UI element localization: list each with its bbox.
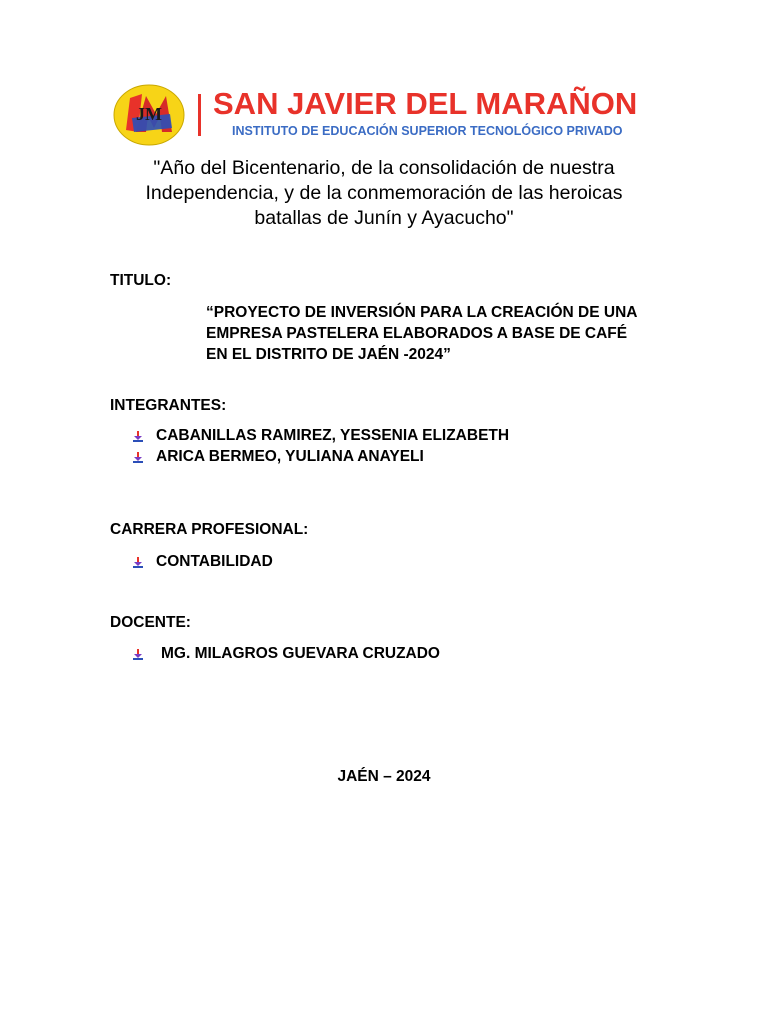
arrow-bullet-icon: [132, 556, 144, 568]
year-motto: "Año del Bicentenario, de la consolidación de nuestra Independencia, y de la conmemoración de las heroicas batallas de Junín y Ayacucho": [145, 157, 623, 229]
member-name: CABANILLAS RAMIREZ, YESSENIA ELIZABETH: [156, 427, 510, 444]
institution-subtitle: INSTITUTO DE EDUCACIÓN SUPERIOR TECNOLÓGICO PRIVADO: [232, 124, 623, 138]
integrantes-label: INTEGRANTES:: [110, 397, 227, 414]
institution-logo: [112, 84, 186, 146]
career-name: CONTABILIDAD: [156, 553, 273, 570]
titulo-label: TITULO:: [110, 272, 172, 289]
institution-name: SAN JAVIER DEL MARAÑON: [213, 86, 638, 121]
list-item: [132, 645, 440, 663]
header-divider: [198, 94, 201, 136]
docente-label: DOCENTE:: [110, 614, 191, 631]
place-date: JAÉN – 2024: [337, 768, 431, 785]
logo-emblem-icon: [112, 84, 186, 146]
project-title: “PROYECTO DE INVERSIÓN PARA LA CREACIÓN DE UNA EMPRESA PASTELERA ELABORADOS A BASE DE CAFÉ EN EL DISTRITO DE JAÉN -2024”: [206, 304, 637, 363]
teacher-name: MG. MILAGROS GUEVARA CRUZADO: [161, 645, 440, 662]
member-name: ARICA BERMEO, YULIANA ANAYELI: [156, 448, 424, 465]
arrow-bullet-icon: [132, 451, 144, 463]
list-item: [132, 427, 509, 445]
arrow-bullet-icon: [132, 430, 144, 442]
arrow-bullet-icon: [132, 648, 144, 660]
carrera-label: CARRERA PROFESIONAL:: [110, 521, 309, 538]
list-item: [132, 553, 273, 571]
list-item: [132, 448, 424, 466]
logo-text: JM: [136, 104, 162, 124]
